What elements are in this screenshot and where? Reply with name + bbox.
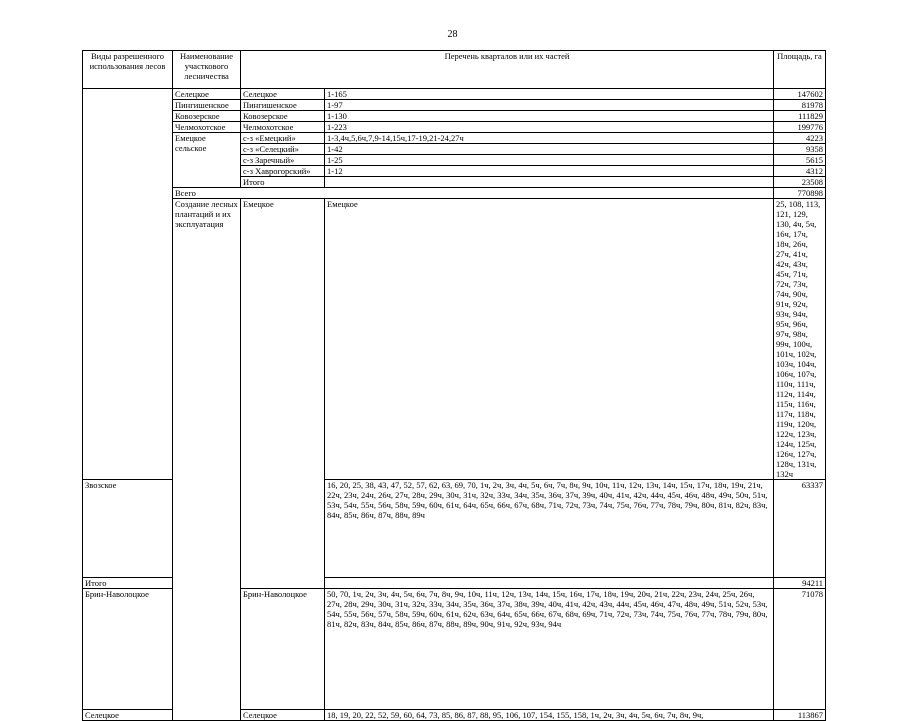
sub-forestry-cell: Пингишенское [241,100,325,111]
table-row [83,122,826,133]
sub-forestry-cell: Емецкое [325,199,774,480]
forestry-cell: Пингишенское [173,100,241,111]
quarters-cell: 16, 20, 25, 38, 43, 47, 52, 57, 62, 63, 69, 70, 1ч, 2ч, 3ч, 4ч, 5ч, 6ч, 7ч, 8ч, 9ч, 10ч, 11ч, 12ч, 13ч, 14ч, 15ч, 17ч, 18ч, 19ч, 21ч, 22ч, 23ч, 24ч, 26ч, 27ч, 28ч, 29ч, 30ч, 31ч, 32ч, 33ч, 34ч, 35ч, 36ч, 37ч, 39ч, 40ч, 41ч, 42ч, 44ч, 45ч, 46ч, 48ч, 49ч, 50ч, 51ч, 53ч, 54ч, 55ч, 56ч, 58ч, 59ч, 60ч, 61ч, 64ч, 65ч, 66ч, 67ч, 68ч, 71ч, 72ч, 73ч, 74ч, 75ч, 76ч, 77ч, 78ч, 79ч, 80ч, 81ч, 82ч, 83ч, 84ч, 85ч, 86ч, 87ч, 88ч, 89ч [325,480,774,578]
subtotal-area: 23508 [774,177,826,188]
forestry-cell: Емецкое [241,199,325,589]
area-cell: 71078 [774,589,826,710]
quarters-cell: 1-223 [325,122,774,133]
table-row [83,199,826,480]
table-row [83,111,826,122]
sub-forestry-cell: с-з Заречный» [241,155,325,166]
subtotal-area: 94211 [774,578,826,589]
quarters-cell: 1-97 [325,100,774,111]
grand-total-label: Всего [173,188,774,199]
area-cell: 147602 [774,89,826,100]
area-cell: 111829 [774,111,826,122]
forest-use-table [82,50,826,721]
sub-forestry-cell: Селецкое [241,89,325,100]
sub-forestry-cell: с-з «Селецкий» [241,144,325,155]
quarters-cell: 1-42 [325,144,774,155]
quarters-cell: 1-25 [325,155,774,166]
area-cell: 81978 [774,100,826,111]
area-cell: 4312 [774,166,826,177]
sub-forestry-cell: Ковозерское [241,111,325,122]
quarters-cell: 50, 70, 1ч, 2ч, 3ч, 4ч, 5ч, 6ч, 7ч, 8ч, 9ч, 10ч, 11ч, 12ч, 13ч, 14ч, 15ч, 16ч, 17ч, 18ч, 19ч, 20ч, 21ч, 22ч, 23ч, 24ч, 25ч, 26ч, 27ч, 28ч, 29ч, 30ч, 31ч, 32ч, 33ч, 34ч, 35ч, 36ч, 37ч, 38ч, 39ч, 40ч, 41ч, 42ч, 43ч, 44ч, 45ч, 46ч, 47ч, 48ч, 49ч, 51ч, 52ч, 53ч, 54ч, 55ч, 56ч, 57ч, 58ч, 59ч, 60ч, 61ч, 62ч, 63ч, 64ч, 65ч, 66ч, 67ч, 68ч, 69ч, 71ч, 72ч, 73ч, 74ч, 75ч, 76ч, 77ч, 78ч, 79ч, 80ч, 81ч, 82ч, 83ч, 84ч, 85ч, 86ч, 87ч, 88ч, 89ч, 90ч, 91ч, 92ч, 93ч, 94ч [325,589,774,710]
header-quarters: Перечень кварталов или их частей [241,51,774,89]
quarters-cell: 1-130 [325,111,774,122]
page-number: 28 [447,29,458,40]
quarters-cell-empty [325,578,774,589]
sub-forestry-cell: Брин-Наволоцкое [241,589,325,710]
table-header-row [83,51,826,89]
table-row [83,89,826,100]
sub-forestry-cell: с-з «Емецкий» [241,133,325,144]
quarters-cell: 18, 19, 20, 22, 52, 59, 60, 64, 73, 85, 86, 87, 88, 95, 106, 107, 154, 155, 158, 1ч, 2ч, 3ч, 4ч, 5ч, 6ч, 7ч, 8ч, 9ч, [325,710,774,721]
table-row [83,133,826,144]
quarters-cell: 1-3,4ч,5,6ч,7,9-14,15ч,17-19,21-24,27ч [325,133,774,144]
quarters-cell: 1-165 [325,89,774,100]
forestry-cell: Селецкое [173,89,241,100]
forestry-cell: Емецкое сельское [173,133,241,188]
forestry-cell: Брин-Наволоцкое [83,589,173,710]
sub-forestry-cell: Челмохотское [241,122,325,133]
use-type-cell-empty [83,89,173,480]
area-cell: 113867 [774,710,826,721]
sub-forestry-cell: Звозское [83,480,173,578]
quarters-cell: 1-12 [325,166,774,177]
area-cell: 9358 [774,144,826,155]
grand-total-area: 770898 [774,188,826,199]
table-row [83,100,826,111]
forestry-cell: Челмохотское [173,122,241,133]
sub-forestry-cell: с-з Хаврогорский» [241,166,325,177]
forestry-cell: Ковозерское [173,111,241,122]
area-cell: 5615 [774,155,826,166]
subtotal-label: Итого [83,578,173,589]
subtotal-label: Итого [241,177,325,188]
quarters-cell: 25, 108, 113, 121, 129, 130, 4ч, 5ч, 16ч, 17ч, 18ч, 26ч, 27ч, 41ч, 42ч, 43ч, 45ч, 71ч, 72ч, 73ч, 74ч, 90ч, 91ч, 92ч, 93ч, 94ч, 95ч, 96ч, 97ч, 98ч, 99ч, 100ч, 101ч, 102ч, 103ч, 104ч, 106ч, 107ч, 110ч, 111ч, 112ч, 114ч, 115ч, 116ч, 117ч, 118ч, 119ч, 120ч, 122ч, 123ч, 124ч, 125ч, 126ч, 127ч, 128ч, 131ч, 132ч [774,199,826,480]
quarters-cell-empty [325,177,774,188]
area-cell: 63337 [774,480,826,578]
forestry-cell: Селецкое [83,710,173,721]
header-type: Виды разрешенного использования лесов [83,51,173,89]
grand-total-row [83,188,826,199]
sub-forestry-cell: Селецкое [241,710,325,721]
header-forestry: Наименование участкового лесничества [173,51,241,89]
use-type-cell: Создание лесных плантаций и их эксплуатация [173,199,241,721]
area-cell: 4223 [774,133,826,144]
header-area: Площадь, га [774,51,826,89]
area-cell: 199776 [774,122,826,133]
